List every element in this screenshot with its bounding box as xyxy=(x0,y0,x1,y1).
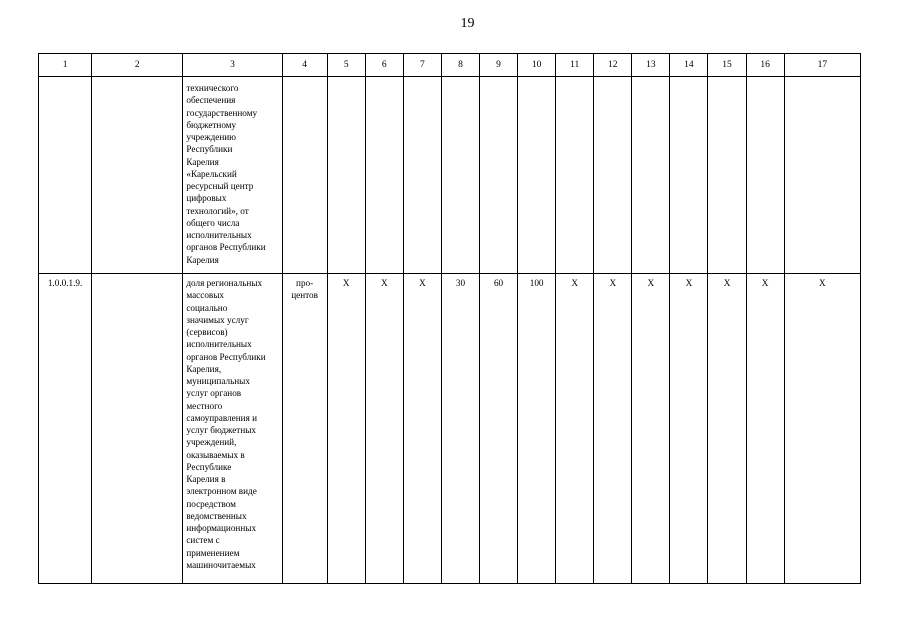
description-line: учреждений, xyxy=(186,437,237,448)
description-line: значимых услуг xyxy=(186,314,249,325)
description-line: доля региональных xyxy=(186,278,263,288)
description-line: самоуправления и xyxy=(186,412,258,423)
row-unit xyxy=(282,274,327,584)
column-header: 12 xyxy=(594,54,632,77)
description-line: бюджетному xyxy=(186,119,237,130)
description-line: информационных xyxy=(186,523,257,533)
header-row xyxy=(39,54,861,77)
description-line: ресурсный центр xyxy=(186,181,254,191)
column-header: 10 xyxy=(518,54,556,77)
column-header: 9 xyxy=(480,54,518,77)
description-line: органов Республики xyxy=(186,351,266,362)
row-value: X xyxy=(746,274,784,584)
row-value xyxy=(784,77,860,274)
row-code xyxy=(39,77,92,274)
description-line: оказываемых в xyxy=(186,449,245,460)
column-header: 2 xyxy=(92,54,183,77)
row-value xyxy=(594,77,632,274)
description-line: технологий», от xyxy=(186,205,249,216)
column-header: 15 xyxy=(708,54,746,77)
column-header: 4 xyxy=(282,54,327,77)
description-line: машиночитаемых xyxy=(186,559,256,570)
row-value: 60 xyxy=(480,274,518,584)
description-line: общего числа xyxy=(186,217,240,228)
table-row xyxy=(39,274,861,584)
description-line: (сервисов) xyxy=(186,327,228,337)
column-header: 7 xyxy=(403,54,441,77)
row-value xyxy=(746,77,784,274)
row-value: X xyxy=(327,274,365,584)
description-line: государственному xyxy=(186,107,258,118)
description-line: услуг органов xyxy=(186,388,242,399)
column-header: 5 xyxy=(327,54,365,77)
row-value: X xyxy=(784,274,860,584)
row-value: X xyxy=(670,274,708,584)
column-header: 11 xyxy=(556,54,594,77)
row-value: X xyxy=(556,274,594,584)
column-header: 14 xyxy=(670,54,708,77)
description-line: услуг бюджетных xyxy=(186,425,257,435)
row-value: 100 xyxy=(518,274,556,584)
row-value xyxy=(365,77,403,274)
description-line: обеспечения xyxy=(186,95,236,106)
column-header: 1 xyxy=(39,54,92,77)
description-line: социально xyxy=(186,302,228,313)
row-value: 30 xyxy=(441,274,479,584)
description-line: технического xyxy=(186,83,239,93)
description-line: Карелия, xyxy=(186,363,222,374)
row-value: X xyxy=(403,274,441,584)
description-line: «Карельский xyxy=(186,168,237,179)
row-value xyxy=(327,77,365,274)
row-col2 xyxy=(92,274,183,584)
column-header: 3 xyxy=(183,54,282,77)
column-header: 16 xyxy=(746,54,784,77)
column-header: 13 xyxy=(632,54,670,77)
table-row xyxy=(39,77,861,274)
row-code: 1.0.0.1.9. xyxy=(39,274,92,584)
row-value xyxy=(441,77,479,274)
description-line: Карелия xyxy=(186,254,219,265)
column-header: 6 xyxy=(365,54,403,77)
description-line: Карелия в xyxy=(186,474,226,484)
indicator-table xyxy=(38,53,861,584)
description-line: массовых xyxy=(186,290,225,301)
description-line: Республике xyxy=(186,461,232,472)
row-description xyxy=(183,274,282,584)
row-value xyxy=(632,77,670,274)
row-value xyxy=(708,77,746,274)
description-line: местного xyxy=(186,400,223,411)
row-unit xyxy=(282,77,327,274)
column-header: 8 xyxy=(441,54,479,77)
row-value xyxy=(518,77,556,274)
description-line: электронном виде xyxy=(186,486,257,497)
row-value xyxy=(670,77,708,274)
row-col2 xyxy=(92,77,183,274)
unit-line: про- xyxy=(296,278,314,288)
description-line: Республики xyxy=(186,144,233,155)
description-line: исполнительных xyxy=(186,339,252,350)
row-description xyxy=(183,77,282,274)
row-value: X xyxy=(594,274,632,584)
row-value xyxy=(480,77,518,274)
row-value xyxy=(556,77,594,274)
description-line: исполнительных xyxy=(186,230,252,240)
description-line: учреждению xyxy=(186,132,237,142)
description-line: применением xyxy=(186,547,240,558)
description-line: систем с xyxy=(186,535,220,546)
row-value xyxy=(403,77,441,274)
description-line: ведомственных xyxy=(186,510,247,521)
row-value: X xyxy=(708,274,746,584)
row-value: X xyxy=(365,274,403,584)
description-line: органов Республики xyxy=(186,242,266,253)
column-header: 17 xyxy=(784,54,860,77)
unit-line: центов xyxy=(291,290,318,301)
description-line: цифровых xyxy=(186,193,227,204)
description-line: муниципальных xyxy=(186,376,250,386)
page-number: 19 xyxy=(460,16,475,31)
description-line: Карелия xyxy=(186,156,219,167)
row-value: X xyxy=(632,274,670,584)
description-line: посредством xyxy=(186,498,236,509)
